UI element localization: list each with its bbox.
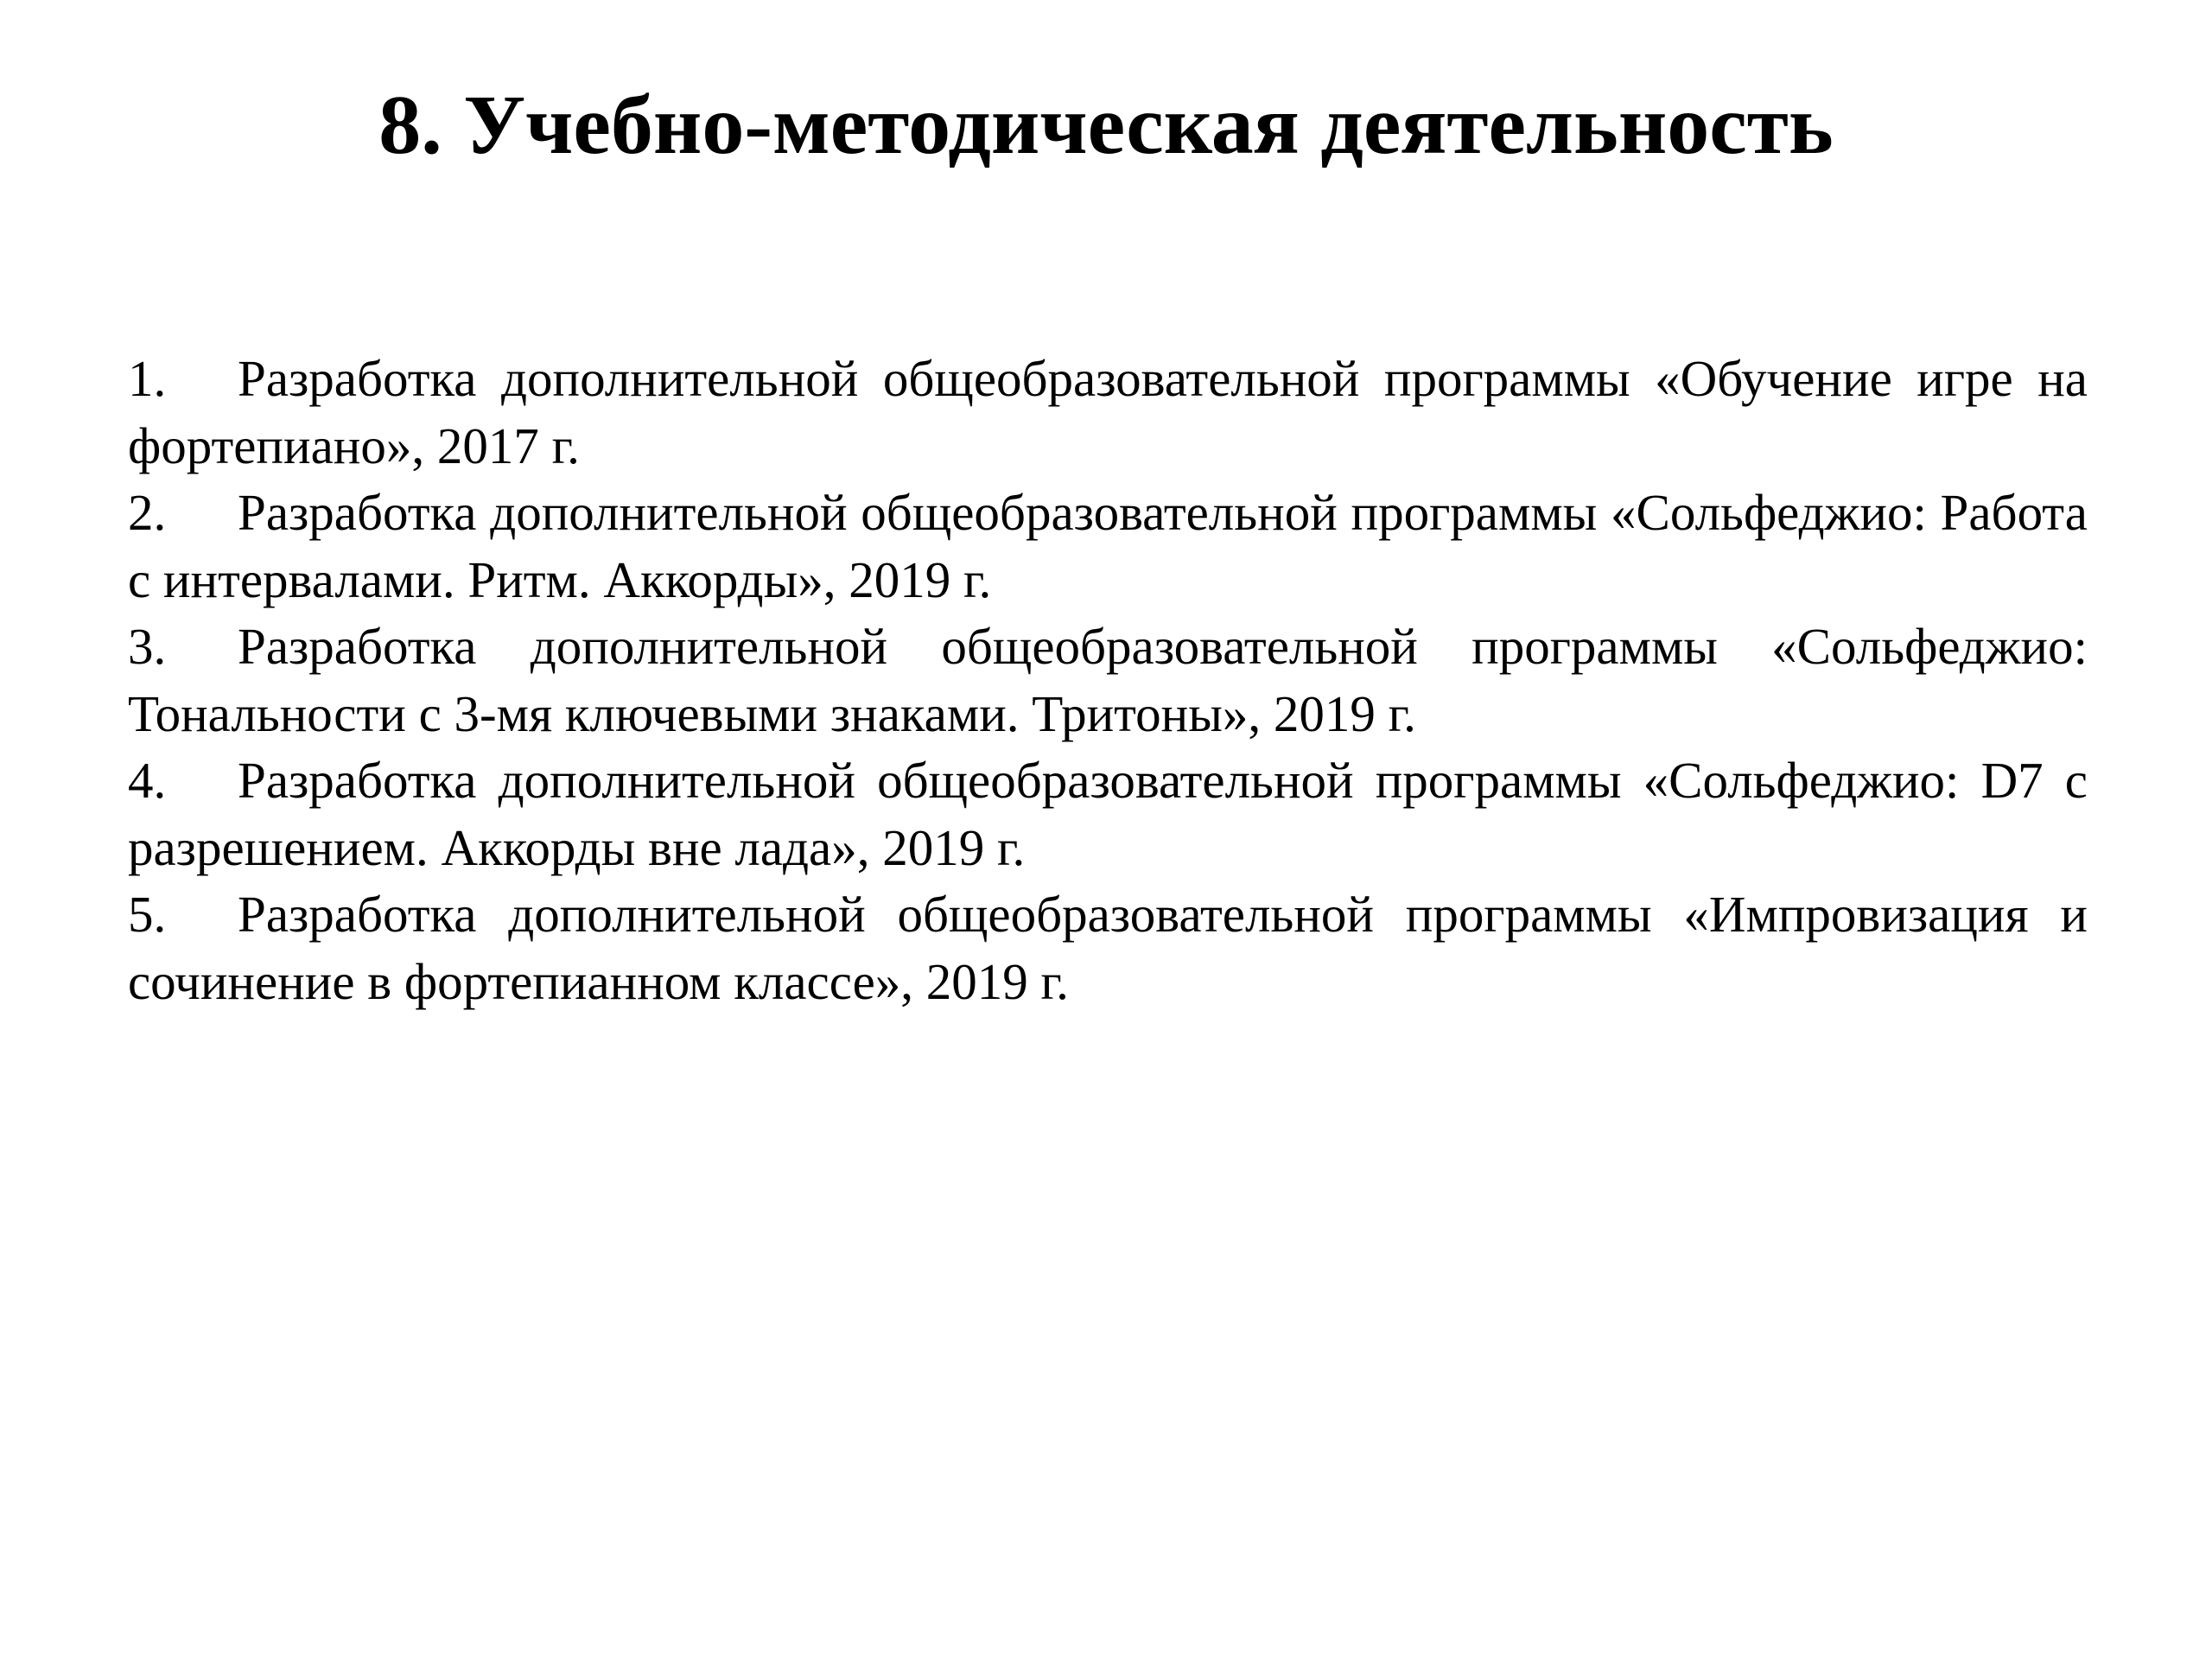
list-item <box>128 747 2088 881</box>
list-item-number: 4. <box>128 752 167 809</box>
list-item <box>128 881 2088 1015</box>
list-item-number: 5. <box>128 886 167 943</box>
list-item-text: Разработка дополнительной общеобразовательной программы «Сольфеджио: Работа с интервалами. Ритм. Аккорды», 2019 г. <box>128 484 2088 608</box>
list-item-text: Разработка дополнительной общеобразовательной программы «Обучение игре на фортепиано», 2017 г. <box>128 350 2088 474</box>
list-item-number: 2. <box>128 484 167 541</box>
list-item-number: 1. <box>128 350 167 407</box>
list-item <box>128 346 2088 480</box>
slide-title: 8. Учебно-методическая деятельность <box>378 79 1834 172</box>
list-item-text: Разработка дополнительной общеобразовательной программы «Сольфеджио: Тональности с 3-мя ключевыми знаками. Тритоны», 2019 г. <box>128 618 2088 742</box>
list-item-text: Разработка дополнительной общеобразовательной программы «Импровизация и сочинение в фортепианном классе», 2019 г. <box>128 886 2088 1010</box>
methodical-work-list <box>128 346 2088 1015</box>
list-item-text: Разработка дополнительной общеобразовательной программы «Сольфеджио: D7 с разрешением. Аккорды вне лада», 2019 г. <box>128 752 2088 876</box>
list-item-number: 3. <box>128 618 167 675</box>
list-item <box>128 480 2088 613</box>
list-item <box>128 613 2088 747</box>
